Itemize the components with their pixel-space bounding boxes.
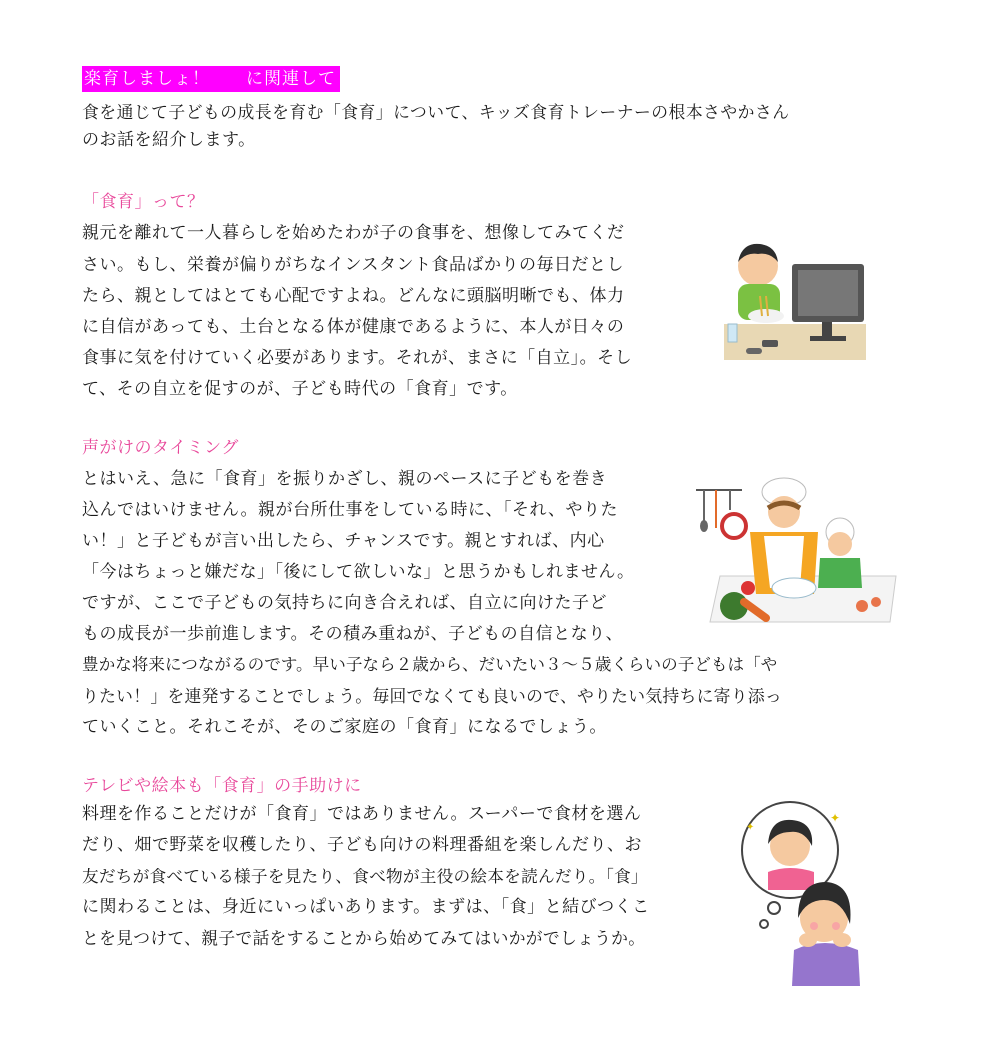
paragraph-line: りたい！」を連発することでしょう。毎回でなくても良いので、やりたい気持ちに寄り添っ xyxy=(82,686,782,706)
paragraph-line: 親元を離れて一人暮らしを始めたわが子の食事を、想像してみてくだ xyxy=(82,223,625,243)
intro-line: 食を通じて子どもの成長を育む「食育」について、キッズ食育トレーナーの根本さやかさん xyxy=(82,102,790,122)
section-heading-timing: 声がけのタイミング xyxy=(82,438,239,458)
paragraph-line: い！」と子どもが言い出したら、チャンスです。親とすれば、内心 xyxy=(82,531,605,551)
paragraph-line: に関わることは、身近にいっぱいあります。まずは、「食」と結びつくこ xyxy=(82,897,650,917)
paragraph-line: さい。もし、栄養が偏りがちなインスタント食品ばかりの毎日だとし xyxy=(82,255,624,275)
paragraph-line: 「今はちょっと嫌だな」「後にして欲しいな」と思うかもしれません。 xyxy=(82,562,635,582)
paragraph-line: たら、親としてはとても心配ですよね。どんなに頭脳明晰でも、体力 xyxy=(82,286,625,306)
paragraph-line: に自信があっても、土台となる体が健康であるように、本人が日々の xyxy=(82,317,625,337)
paragraph-line: て、その自立を促すのが、子ども時代の「食育」です。 xyxy=(82,379,518,399)
page-title: 楽育しましょ！ に関連して xyxy=(82,66,340,92)
paragraph-line: とを見つけて、親子で話をすることから始めてみてはいかがでしょうか。 xyxy=(82,928,646,948)
paragraph-line: もの成長が一歩前進します。その積み重ねが、子どもの自信となり、 xyxy=(82,624,624,644)
boy-eating-at-computer-illustration xyxy=(722,236,870,364)
mother-thinking-of-child-illustration xyxy=(734,800,868,986)
section-heading-tv-books: テレビや絵本も「食育」の手助けに xyxy=(82,776,362,796)
paragraph-line: 食事に気を付けていく必要があります。それが、まさに「自立」。そし xyxy=(82,348,633,368)
paragraph-line: とはいえ、急に「食育」を振りかざし、親のペースに子どもを巻き xyxy=(82,469,608,489)
svg-text:✦: ✦ xyxy=(830,811,841,825)
paragraph-line: 料理を作ることだけが「食育」ではありません。スーパーで食材を選ん xyxy=(82,804,642,824)
section-heading-shokuiku: 「食育」って？ xyxy=(82,192,205,212)
paragraph-line: ていくこと。それこそが、そのご家庭の「食育」になるでしょう。 xyxy=(82,717,607,737)
paragraph-line: 込んではいけません。親が台所仕事をしている時に、「それ、やりた xyxy=(82,500,619,520)
paragraph-line: 友だちが食べている様子を見たり、食べ物が主役の絵本を読んだり。「食」 xyxy=(82,866,648,886)
paragraph-line: ですが、ここで子どもの気持ちに向き合えれば、自立に向けた子ど xyxy=(82,593,607,613)
intro-line: のお話を紹介します。 xyxy=(82,130,256,150)
paragraph-line: 豊かな将来につながるのです。早い子なら２歳から、だいたい３～５歳くらいの子どもは「や xyxy=(82,655,778,674)
svg-text:✦: ✦ xyxy=(746,822,755,833)
parent-child-cooking-illustration xyxy=(690,476,900,628)
paragraph-line: だり、畑で野菜を収穫したり、子ども向けの料理番組を楽しんだり、お xyxy=(82,835,642,855)
